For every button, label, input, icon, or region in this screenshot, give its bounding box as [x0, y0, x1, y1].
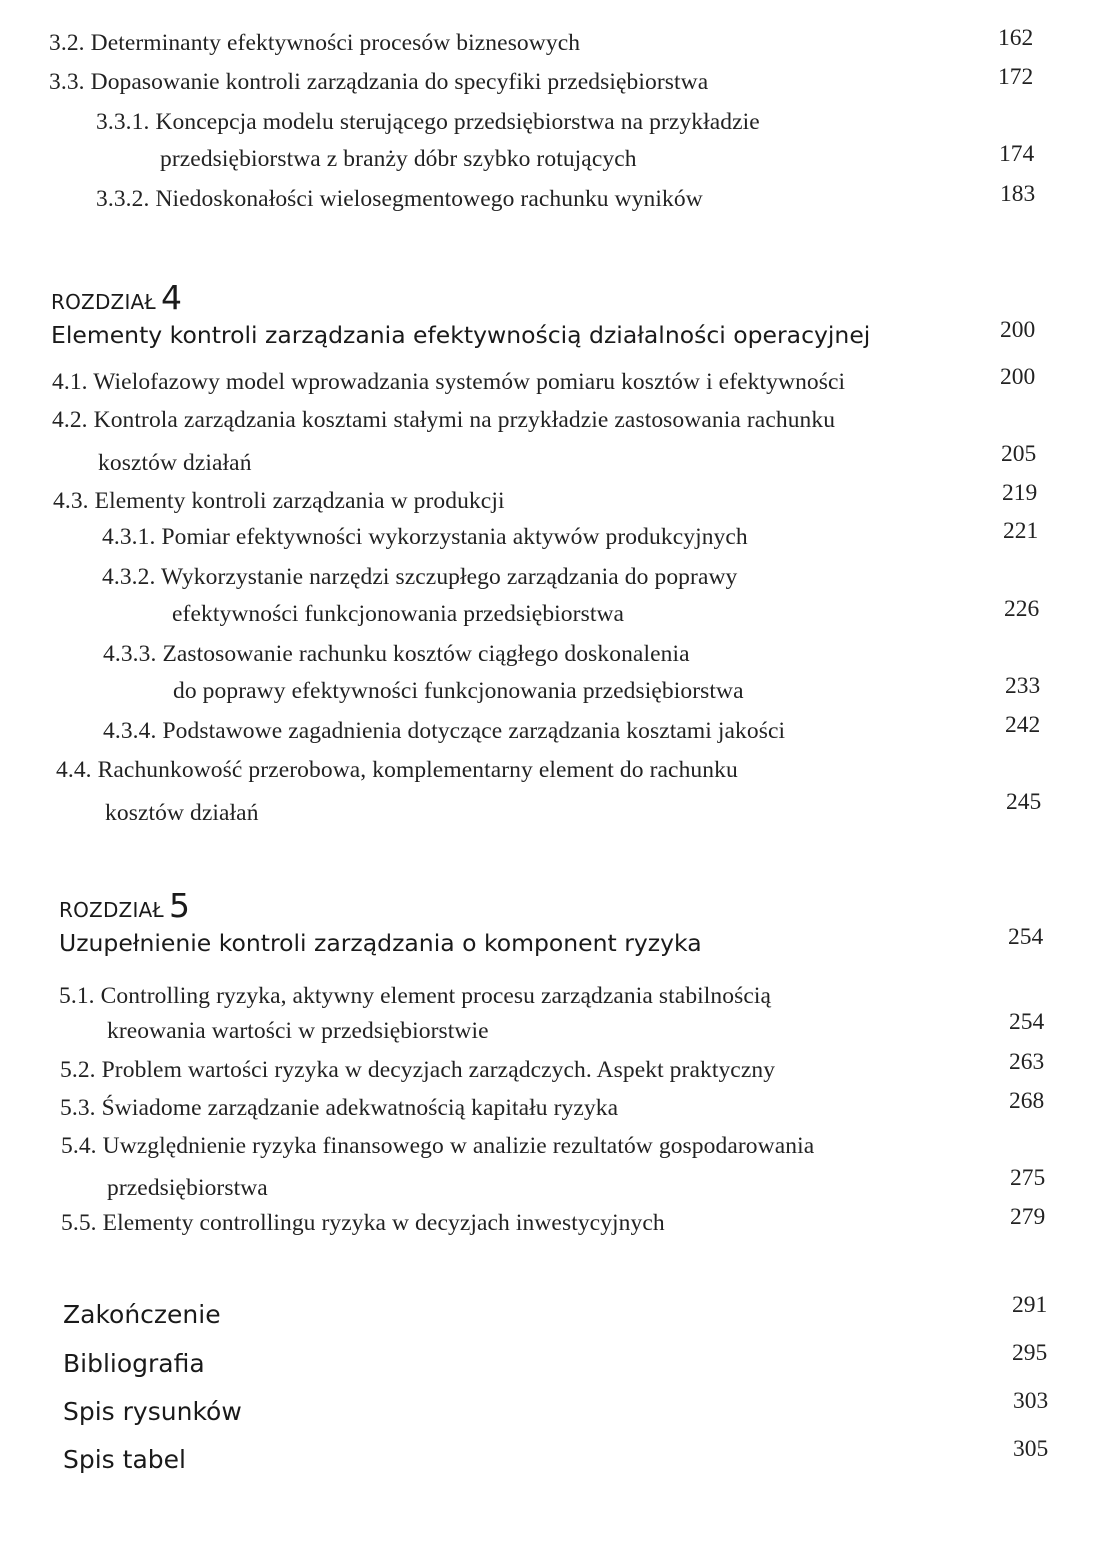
- toc-entry-3-3[interactable]: 3.3. Dopasowanie kontroli zarządzania do specyfiki przedsiębiorstwa: [49, 69, 709, 95]
- page-number: 254: [1008, 924, 1044, 950]
- page-number: 291: [1012, 1292, 1048, 1318]
- toc-entry-4-3-3-cont[interactable]: do poprawy efektywności funkcjonowania przedsiębiorstwa: [173, 678, 744, 704]
- toc-entry-4-1[interactable]: 4.1. Wielofazowy model wprowadzania systemów pomiaru kosztów i efektywności: [52, 369, 846, 395]
- toc-entry-3-3-2[interactable]: 3.3.2. Niedoskonałości wielosegmentowego rachunku wyników: [96, 186, 703, 212]
- toc-entry-4-3-1[interactable]: 4.3.1. Pomiar efektywności wykorzystania aktywów produkcyjnych: [102, 524, 748, 550]
- chapter-number: 5: [168, 886, 190, 925]
- toc-entry-5-3[interactable]: 5.3. Świadome zarządzanie adekwatnością kapitału ryzyka: [60, 1095, 619, 1121]
- page-number: 219: [1002, 480, 1038, 506]
- page-number: 221: [1003, 518, 1039, 544]
- toc-entry-4-3-3[interactable]: 4.3.3. Zastosowanie rachunku kosztów ciągłego doskonalenia: [103, 641, 690, 667]
- page-number: 174: [999, 141, 1035, 167]
- page-number: 172: [998, 64, 1034, 90]
- page-number: 245: [1006, 789, 1042, 815]
- chapter-label: ROZDZIAŁ: [59, 898, 164, 922]
- page-number: 200: [1000, 317, 1036, 343]
- toc-entry-5-1-cont[interactable]: kreowania wartości w przedsiębiorstwie: [107, 1018, 489, 1044]
- page-number: 268: [1009, 1088, 1045, 1114]
- toc-entry-5-4[interactable]: 5.4. Uwzględnienie ryzyka finansowego w analizie rezultatów gospodarowania: [61, 1133, 815, 1159]
- toc-entry-3-3-1-cont[interactable]: przedsiębiorstwa z branży dóbr szybko rotujących: [160, 146, 637, 172]
- page-number: 200: [1000, 364, 1036, 390]
- toc-end-bibliografia[interactable]: Bibliografia: [63, 1349, 205, 1378]
- toc-end-zakonczenie[interactable]: Zakończenie: [63, 1300, 221, 1329]
- toc-end-spis-tabel[interactable]: Spis tabel: [63, 1445, 186, 1474]
- toc-entry-4-3[interactable]: 4.3. Elementy kontroli zarządzania w produkcji: [53, 488, 505, 514]
- toc-entry-5-2[interactable]: 5.2. Problem wartości ryzyka w decyzjach zarządczych. Aspekt praktyczny: [60, 1057, 776, 1083]
- chapter-label: ROZDZIAŁ: [51, 290, 156, 314]
- page-number: 162: [998, 25, 1034, 51]
- toc-entry-4-3-2-cont[interactable]: efektywności funkcjonowania przedsiębiorstwa: [172, 601, 625, 627]
- chapter-number: 4: [160, 278, 182, 317]
- page-number: 233: [1005, 673, 1041, 699]
- page-number: 263: [1009, 1049, 1045, 1075]
- chapter-heading: [59, 886, 190, 925]
- page-number: 275: [1010, 1165, 1046, 1191]
- toc-end-spis-rysunkow[interactable]: Spis rysunków: [63, 1397, 242, 1426]
- toc-entry-4-3-2[interactable]: 4.3.2. Wykorzystanie narzędzi szczupłego zarządzania do poprawy: [102, 564, 738, 590]
- toc-entry-5-1[interactable]: 5.1. Controlling ryzyka, aktywny element procesu zarządzania stabilnością: [59, 983, 772, 1009]
- page-number: 279: [1010, 1204, 1046, 1230]
- toc-entry-3-3-1[interactable]: 3.3.1. Koncepcja modelu sterującego przedsiębiorstwa na przykładzie: [96, 109, 760, 135]
- page-number: 254: [1009, 1009, 1045, 1035]
- page-number: 226: [1004, 596, 1040, 622]
- page-number: 295: [1012, 1340, 1048, 1366]
- chapter-title[interactable]: Uzupełnienie kontroli zarządzania o komponent ryzyka: [59, 929, 702, 957]
- chapter-title[interactable]: Elementy kontroli zarządzania efektywnością działalności operacyjnej: [51, 321, 871, 349]
- page-number: 303: [1013, 1388, 1049, 1414]
- toc-entry-3-2[interactable]: 3.2. Determinanty efektywności procesów biznesowych: [49, 30, 581, 56]
- page-number: 183: [1000, 181, 1036, 207]
- toc-entry-5-4-cont[interactable]: przedsiębiorstwa: [107, 1175, 268, 1201]
- page-number: 205: [1001, 441, 1037, 467]
- toc-entry-4-2-cont[interactable]: kosztów działań: [98, 450, 252, 476]
- page-number: 242: [1005, 712, 1041, 738]
- toc-entry-4-3-4[interactable]: 4.3.4. Podstawowe zagadnienia dotyczące zarządzania kosztami jakości: [103, 718, 786, 744]
- toc-entry-4-4-cont[interactable]: kosztów działań: [105, 800, 259, 826]
- toc-entry-4-4[interactable]: 4.4. Rachunkowość przerobowa, komplementarny element do rachunku: [56, 757, 738, 783]
- page-number: 305: [1013, 1436, 1049, 1462]
- toc-entry-5-5[interactable]: 5.5. Elementy controllingu ryzyka w decyzjach inwestycyjnych: [61, 1210, 665, 1236]
- chapter-heading: [51, 278, 182, 317]
- toc-entry-4-2[interactable]: 4.2. Kontrola zarządzania kosztami stałymi na przykładzie zastosowania rachunku: [52, 407, 836, 433]
